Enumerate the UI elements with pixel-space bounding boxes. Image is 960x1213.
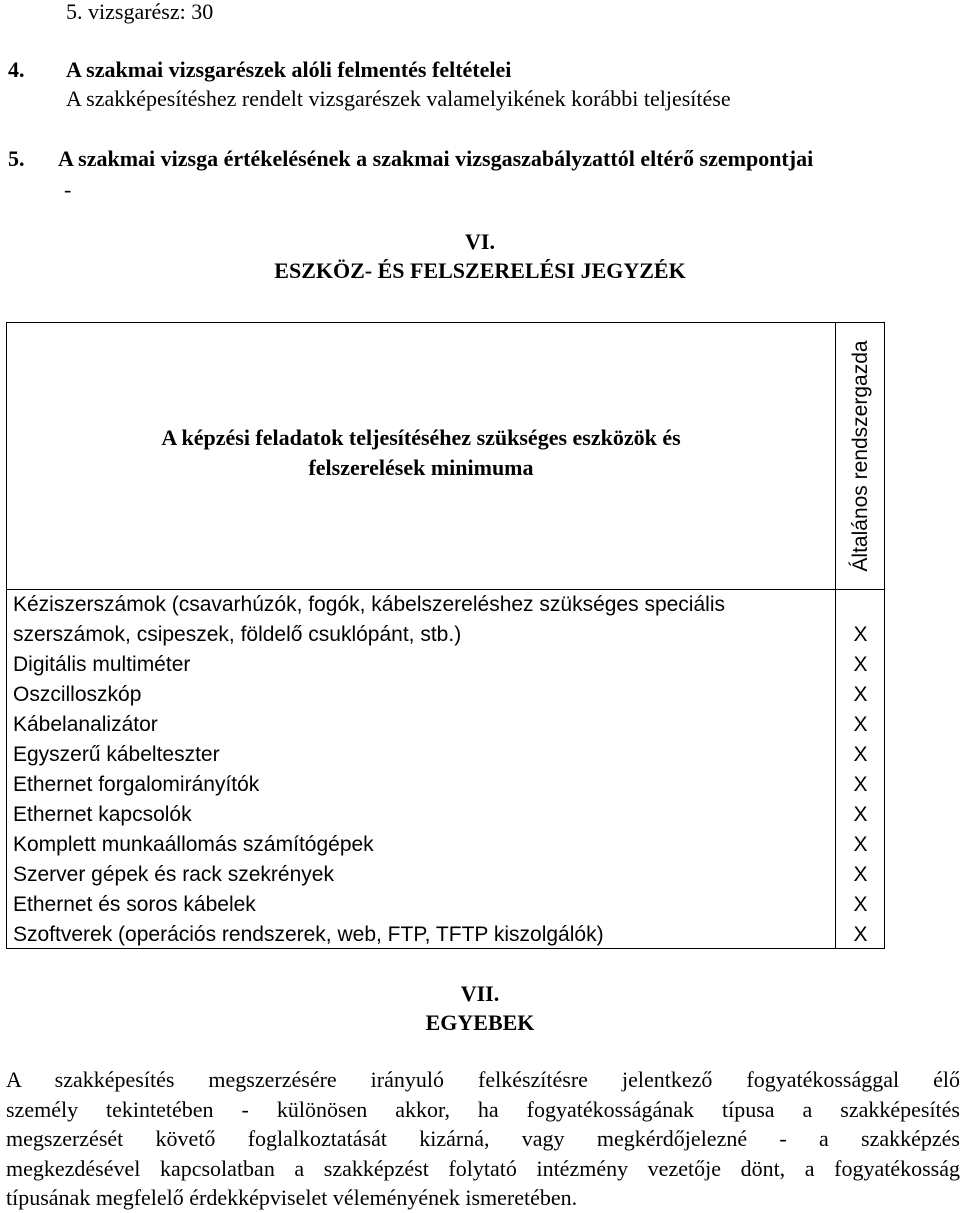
column-header-cell [835,323,886,589]
row-mark: X [853,893,868,916]
paragraph-line: megkezdésével kapcsolatban a szakképzést folytató intézmény vezetője dönt, a fogyatékosság [6,1155,960,1181]
row-mark: X [853,923,868,946]
item-5-number: 5. [8,146,25,171]
row-mark: X [853,833,868,856]
item-4-title: A szakmai vizsgarészek alóli felmentés feltételei [66,57,512,82]
row-name: Ethernet és soros kábelek [13,893,256,916]
column-header-label: Általános rendszergazda [848,340,872,572]
paragraph-line: megszerzését követő foglalkoztatását kizárná, vagy megkérdőjelezné - a szakképzés [6,1126,960,1151]
item-4-number: 4. [8,57,25,82]
section-7-title: EGYEBEK [425,1010,535,1035]
row-name: Kéziszerszámok (csavarhúzók, fogók, kábelszereléshez szükséges speciális szerszámok, csipeszek, földelő csuklópánt, stb.) [13,593,725,646]
paragraph-line: A szakképesítés megszerzésére irányuló felkészítésre jelentkező fogyatékossággal élő [6,1067,960,1092]
row-name: Oszcilloszkóp [13,683,142,706]
paragraph-line: típusának megfelelő érdekképviselet véleményének ismeretében. [6,1185,578,1210]
row-name: Szerver gépek és rack szekrények [13,863,334,886]
row-name: Szoftverek (operációs rendszerek, web, FTP, TFTP kiszolgálók) [13,923,604,946]
row-name: Egyszerű kábelteszter [13,743,220,766]
row-mark: X [853,653,868,676]
section-6-title: ESZKÖZ- ÉS FELSZERELÉSI JEGYZÉK [274,258,686,283]
section-7-paragraph [6,1065,960,1213]
row-mark: X [853,743,868,766]
section-7-number: VII. [460,981,500,1006]
exam-part-5-line: 5. vizsgarész: 30 [66,0,214,24]
row-mark: X [853,713,868,736]
row-name: Komplett munkaállomás számítógépek [13,833,374,856]
table-row [7,920,884,950]
table-row [7,800,884,830]
table-row [7,830,884,860]
table-row [7,650,884,680]
row-name: Ethernet kapcsolók [13,803,192,826]
item-5-title: A szakmai vizsga értékelésének a szakmai vizsgaszabályzattól eltérő szempontjai [58,146,814,171]
table-row [7,710,884,740]
item-4-text: A szakképesítéshez rendelt vizsgarészek valamelyikének korábbi teljesítése [66,86,731,111]
equipment-table [6,322,885,949]
paragraph-line: személy tekintetében - különösen akkor, ha fogyatékosságának típusa a szakképesítés [6,1096,960,1122]
row-mark: X [853,773,868,796]
row-mark: X [853,863,868,886]
row-mark: X [853,683,868,706]
table-rows [7,590,884,950]
row-name: Kábelanalizátor [13,713,158,736]
table-row [7,590,884,650]
row-mark: X [853,803,868,826]
table-row [7,860,884,890]
table-row [7,890,884,920]
table-row [7,770,884,800]
table-header-title: A képzési feladatok teljesítéséhez szükséges eszközök és felszerelések minimuma [161,425,681,480]
table-row [7,740,884,770]
item-5-text: - [64,177,72,202]
row-mark: X [853,623,868,646]
row-name: Ethernet forgalomirányítók [13,773,260,796]
table-row [7,680,884,710]
row-name: Digitális multiméter [13,653,191,676]
section-6-number: VI. [465,229,495,254]
